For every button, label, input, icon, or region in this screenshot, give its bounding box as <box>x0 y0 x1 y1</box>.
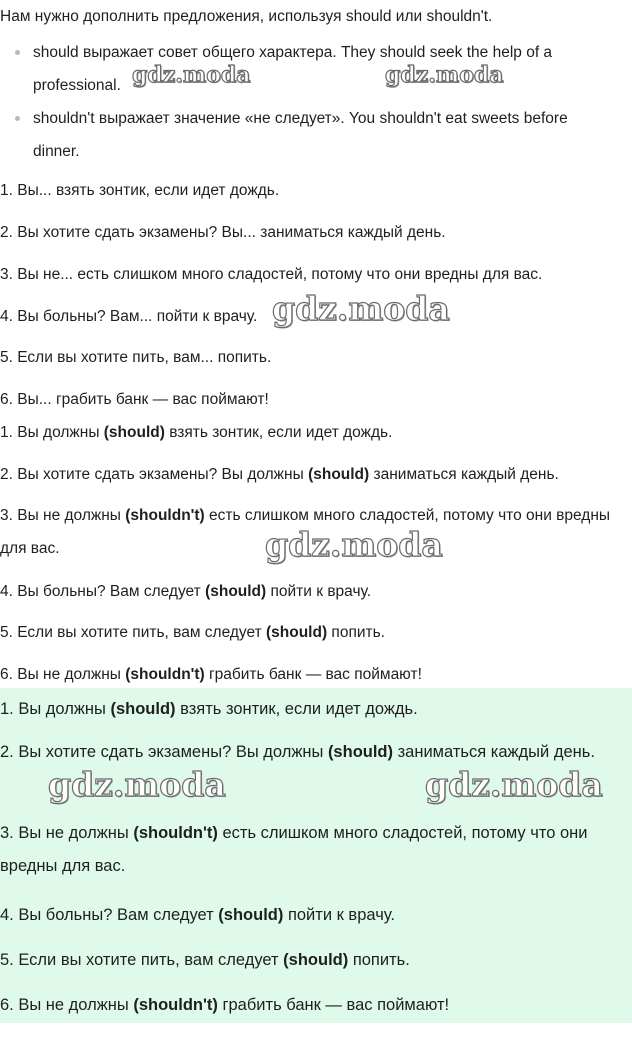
task-line: 2. Вы хотите сдать экзамены? Вы... заниматься каждый день. <box>0 224 446 241</box>
rule-text: should выражает совет общего характера. They should seek the help of a professional. <box>33 44 553 94</box>
task-line: 4. Вы больны? Вам... пойти к врачу. <box>0 308 258 325</box>
task-line: 5. Если вы хотите пить, вам... попить. <box>0 349 272 366</box>
watermark-logo: gdz.moda <box>132 62 251 88</box>
answer-line: 2. Вы хотите сдать экзамены? Вы должны (should) заниматься каждый день. <box>0 466 559 483</box>
answer-line-highlighted: 3. Вы не должны (shouldn't) есть слишком много сладостей, потому что они вредны для вас. <box>0 824 588 875</box>
rule-item-should <box>0 36 632 102</box>
watermark-logo: gdz.moda <box>385 62 504 88</box>
task-line: 6. Вы... грабить банк — вас поймают! <box>0 391 269 408</box>
answer-line: 1. Вы должны (should) взять зонтик, если идет дождь. <box>0 424 393 441</box>
answer-line-highlighted: 4. Вы больны? Вам следует (should) пойти к врачу. <box>0 906 395 924</box>
task-line: 3. Вы не... есть слишком много сладостей, потому что они вредны для вас. <box>0 266 543 283</box>
rules-list <box>0 36 632 168</box>
answer-line: 3. Вы не должны (shouldn't) есть слишком много сладостей, потому что они вредны для вас. <box>0 507 611 557</box>
bullet-dot-icon <box>15 116 20 121</box>
answer-line: 4. Вы больны? Вам следует (should) пойти к врачу. <box>0 583 372 600</box>
answer-line-highlighted: 2. Вы хотите сдать экзамены? Вы должны (should) заниматься каждый день. <box>0 743 595 761</box>
watermark-logo: gdz.moda <box>425 765 603 804</box>
answer-line-highlighted: 6. Вы не должны (shouldn't) грабить банк — вас поймают! <box>0 996 450 1014</box>
answer-line: 6. Вы не должны (shouldn't) грабить банк — вас поймают! <box>0 666 422 683</box>
answer-line: 5. Если вы хотите пить, вам следует (should) попить. <box>0 624 385 641</box>
watermark-logo: gdz.moda <box>272 289 450 328</box>
answer-line-highlighted: 5. Если вы хотите пить, вам следует (should) попить. <box>0 951 410 969</box>
watermark-logo: gdz.moda <box>265 525 443 564</box>
intro-text: Нам нужно дополнить предложения, используя should или shouldn't. <box>0 8 493 25</box>
watermark-logo: gdz.moda <box>48 765 226 804</box>
answer-line-highlighted: 1. Вы должны (should) взять зонтик, если идет дождь. <box>0 700 418 718</box>
task-line: 1. Вы... взять зонтик, если идет дождь. <box>0 182 280 199</box>
rule-text: shouldn't выражает значение «не следует». You shouldn't eat sweets before dinner. <box>33 110 568 160</box>
bullet-dot-icon <box>15 50 20 55</box>
rule-item-shouldnt <box>0 102 632 168</box>
